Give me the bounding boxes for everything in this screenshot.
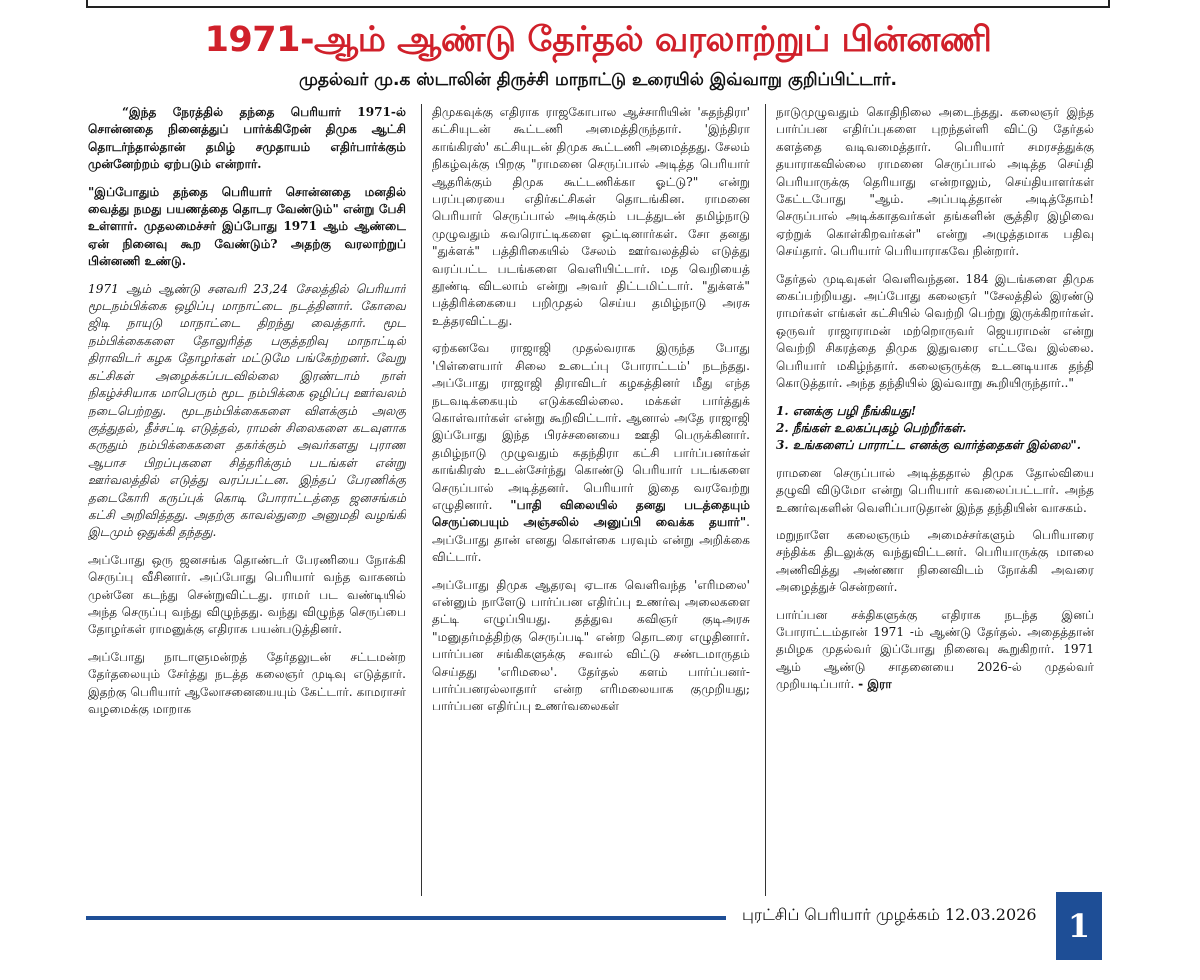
- paragraph-text: ஏற்கனவே ராஜாஜி முதல்வராக இருந்த போது 'பிள்ளையார் சிலை உடைப்பு போராட்டம்' நடந்தது. அப்போது ராஜாஜி திராவிடர் கழகத்தினர் மீது எந்த நடவடிக்கையும் எடுக்கவில்லை. மக்கள் பார்த்துக் கொள்வார்கள் என்று கூறிவிட்டார். ஆனால் அதே ராஜாஜி இப்போது இந்த பிரச்சனையை ஊதி பெருக்கினார். தமிழ்நாடு முழுவதும் சுதந்திரா கட்சி பார்ப்பனர்கள் காங்கிரஸ் உடன்சேர்ந்து கொண்டு பெரியார் படங்களை செருப்பால் அடித்தனர். பெரியார் இதை வரவேற்று எழுதினார்.: [432, 341, 750, 512]
- paragraph: அப்போது நாடாளுமன்றத் தேர்தலுடன் சட்டமன்ற தேர்தலையும் சேர்த்து நடத்த கலைஞர் முடிவு எடுத்தார். இதற்கு பெரியார் ஆலோசனையையும் கேட்டார். காமராசர் வழமைக்கு மாறாக: [88, 649, 406, 716]
- telegram-point: 3. உங்களைப் பாராட்ட எனக்கு வார்த்தைகள் இல்லை".: [776, 438, 1081, 453]
- newspaper-page: [86, 0, 1110, 975]
- paragraph: அப்போது ஒரு ஜனசங்க தொண்டர் பேரணியை நோக்கி செருப்பு வீசினார். அப்போது பெரியார் வந்த வாகனம் முன்னே கடந்து சென்றுவிட்டது. ராமர் பட வண்டியில் அந்த செருப்பு வந்து விழுந்தது. வந்து விழுந்த செருப்பை தோழர்கள் ராமனுக்கு எதிராக பயன்படுத்தினர்.: [88, 552, 406, 637]
- paragraph: அப்போது திமுக ஆதரவு ஏடாக வெளிவந்த 'எரிமலை' என்னும் நாளேடு பார்ப்பன எதிர்ப்பு உணர்வு அலைகளை தட்டி எழுப்பியது. தத்துவ கவிஞர் குடிஅரசு "மனுதர்மத்திற்கு செருப்படி" என்ற தொடரை எழுதினார். பார்ப்பன சங்கிகளுக்கு சவால் விட்டு சண்டமாருதம் செய்தது 'எரிமலை'. தேர்தல் களம் பார்ப்பனர்- பார்ப்பனரல்லாதார் என்ற எரிமலையாக குமுறியது; பார்ப்பன எதிர்ப்பு உணர்வலைகள்: [432, 577, 750, 714]
- article-column-3: [776, 104, 1094, 896]
- paragraph: [432, 340, 750, 566]
- page-number-badge: 1: [1056, 892, 1102, 960]
- headline: 1971-ஆம் ஆண்டு தேர்தல் வரலாற்றுப் பின்னணி: [204, 20, 992, 60]
- telegram-points: [776, 403, 1094, 455]
- column-divider: [765, 104, 766, 896]
- paragraph: [776, 607, 1094, 694]
- paragraph: 1971 ஆம் ஆண்டு சனவரி 23,24 சேலத்தில் பெரியார் மூடநம்பிக்கை ஒழிப்பு மாநாட்டை நடத்தினார். கோவை ஜிடி நாயுடு மாநாட்டை திறந்து வைத்தார். மூட நம்பிக்கைகளை தோலுரித்த பகுத்தறிவு மாநாட்டில் திராவிடர் கழக தோழர்கள் மட்டுமே பங்கேற்றனர். வேறு கட்சிகள் அழைக்கப்படவில்லை இரண்டாம் நாள் நிகழ்ச்சியாக மாபெரும் மூட நம்பிக்கை ஒழிப்பு ஊர்வலம் நடைபெற்றது. மூடநம்பிக்கைகளை விளக்கும் அலகு குத்துதல், தீச்சட்டி எடுத்தல், ராமன் சிலைகளை கடவுளாக கருதும் நம்பிக்கைகளை தகர்க்கும் அவர்களது புராண ஆபாச பிறப்புகளை சித்தரிக்கும் படங்கள் என்று ஊர்வலத்தில் எடுத்து வரப்பட்டன. இந்தப் பேரணிக்கு தடைகோரி கருப்புக் கொடி போராட்டத்தை ஜனசங்கம் கட்சி அறிவித்தது. அதற்கு காவல்துறை அனுமதி வழங்கி இடமும் ஒதுக்கி தந்தது.: [88, 281, 406, 540]
- quote-bold: "பாதி விலையில் தனது படத்தையும் செருப்பையும் அஞ்சலில் அனுப்பி வைக்க தயார்": [432, 497, 750, 530]
- telegram-point: 2. நீங்கள் உலகப்புகழ் பெற்றீர்கள்.: [776, 420, 967, 435]
- subheadline: முதல்வர் மு.க ஸ்டாலின் திருச்சி மாநாட்டு உரையில் இவ்வாறு குறிப்பிட்டார்.: [299, 70, 897, 90]
- paragraph: ராமனை செருப்பால் அடித்ததால் திமுக தோல்வியை தழுவி விடுமோ என்று பெரியார் கவலைப்பட்டார். அந்த உணர்வுகளின் வெளிப்பாடுதான் இந்த தந்தியின் வாசகம்.: [776, 465, 1094, 515]
- paragraph: நாடுமுழுவதும் கொதிநிலை அடைந்தது. கலைஞர் இந்த பார்ப்பன எதிர்ப்புகளை புறந்தள்ளி விட்டு தேர்தல் களத்தை வடிவமைத்தார். பெரியார் சமரசத்துக்கு தயாராகவில்லை ராமனை செருப்பால் அடித்த செய்தி பெரியாருக்கு தெரியாது என்றாலும், செய்தியாளர்கள் கேட்டபோது "ஆம். அப்படித்தான் அடித்தோம்! செருப்பால் அடிக்காதவர்கள் தங்களின் சூத்திர இழிவை ஏற்றுக் கொள்கிறவர்கள்" என்று அழுத்தமாக பதிவு செய்தார். பெரியார் பெரியாராகவே நின்றார்.: [776, 105, 1094, 259]
- telegram-point: 1. எனக்கு பழி நீங்கியது!: [776, 403, 917, 418]
- footer-masthead-date: புரட்சிப் பெரியார் முழக்கம் 12.03.2026: [742, 905, 1037, 924]
- top-border: [86, 0, 1110, 8]
- paragraph: மறுநாளே கலைஞரும் அமைச்சர்களும் பெரியாரை சந்திக்க திடலுக்கு வந்துவிட்டனர். பெரியாருக்கு மாலை அணிவித்து அண்ணா நினைவிடம் நோக்கி அவரை அழைத்துச் சென்றனர்.: [776, 527, 1094, 595]
- article-column-1: [88, 104, 406, 896]
- column-divider: [421, 104, 422, 896]
- paragraph: “இந்த நேரத்தில் தந்தை பெரியார் 1971-ல் சொன்னதை நினைத்துப் பார்க்கிறேன் திமுக ஆட்சி தொடர்ந்தால்தான் தமிழ் சமுதாயம் எதிர்பார்க்கும் முன்னேற்றம் ஏற்படும் என்றார்.: [88, 105, 406, 172]
- article-column-2: [432, 104, 750, 896]
- author-signature: - இரா: [858, 677, 892, 692]
- paragraph-text: பார்ப்பன சக்திகளுக்கு எதிராக நடந்த இனப் போராட்டம்தான் 1971 -ம் ஆண்டு தேர்தல். அதைத்தான் தமிழக முதல்வர் இப்போது நினைவு கூறுகிறார். 1971 ஆம் ஆண்டு சாதனையை 2026-ல் முதல்வர் முறியடிப்பார்.: [776, 607, 1094, 692]
- paragraph: "இப்போதும் தந்தை பெரியார் சொன்னதை மனதில் வைத்து நமது பயணத்தை தொடர வேண்டும்" என்று பேசி உள்ளார். முதலமைச்சர் இப்போது 1971 ஆம் ஆண்டை ஏன் நினைவு கூற வேண்டும்? அதற்கு வரலாற்றுப் பின்னணி உண்டு.: [88, 184, 406, 269]
- footer-rule: [86, 916, 726, 920]
- paragraph-text: . அப்போது தான் எனது கொள்கை பரவும் என்று அறிக்கை விட்டார்.: [432, 515, 750, 565]
- paragraph: திமுகவுக்கு எதிராக ராஜகோபால ஆச்சாரியின் 'சுதந்திரா' கட்சியுடன் கூட்டணி அமைத்திருந்தார். 'இந்திரா காங்கிரஸ்' கட்சியுடன் திமுக கூட்டணி அமைத்தது. சேலம் நிகழ்வுக்கு பிறகு "ராமனை செருப்பால் அடித்த பெரியார் ஆதரிக்கும் திமுக கூட்டணிக்கா ஓட்டு?" என்று பரப்புரையை எதிர்கட்சிகள் தொடங்கின. ராமனை பெரியார் செருப்பால் அடிக்கும் படத்துடன் தமிழ்நாடு முழுவதும் சுவரொட்டிகளை ஒட்டினார்கள். சோ தனது "துக்ளக்" பத்திரிகையில் சேலம் ஊர்வலத்தில் எடுத்து வரப்பட்ட படங்களை வெளியிட்டார். மத வெறியைத் தூண்டி விடலாம் என்று அவர் திட்டமிட்டார். "துக்ளக்" பத்திரிக்கையை பறிமுதல் செய்ய தமிழ்நாடு அரசு உத்தரவிட்டது.: [432, 105, 750, 328]
- paragraph: தேர்தல் முடிவுகள் வெளிவந்தன. 184 இடங்களை திமுக கைப்பற்றியது. அப்போது கலைஞர் "சேலத்தில் இரண்டு ராமர்கள் எங்கள் கட்சியில் வெற்றி பெற்று இருக்கிறார்கள். ஒருவர் ராஜாராமன் மற்றொருவர் ஜெயராமன் என்று வெற்றி சிகரத்தை திமுக இதுவரை எட்டவே இல்லை. பெரியார் மகிழ்ந்தார். கலைஞருக்கு உடனடியாக தந்தி கொடுத்தார். அந்த தந்தியில் இவ்வாறு கூறியிருந்தார்..": [776, 271, 1094, 391]
